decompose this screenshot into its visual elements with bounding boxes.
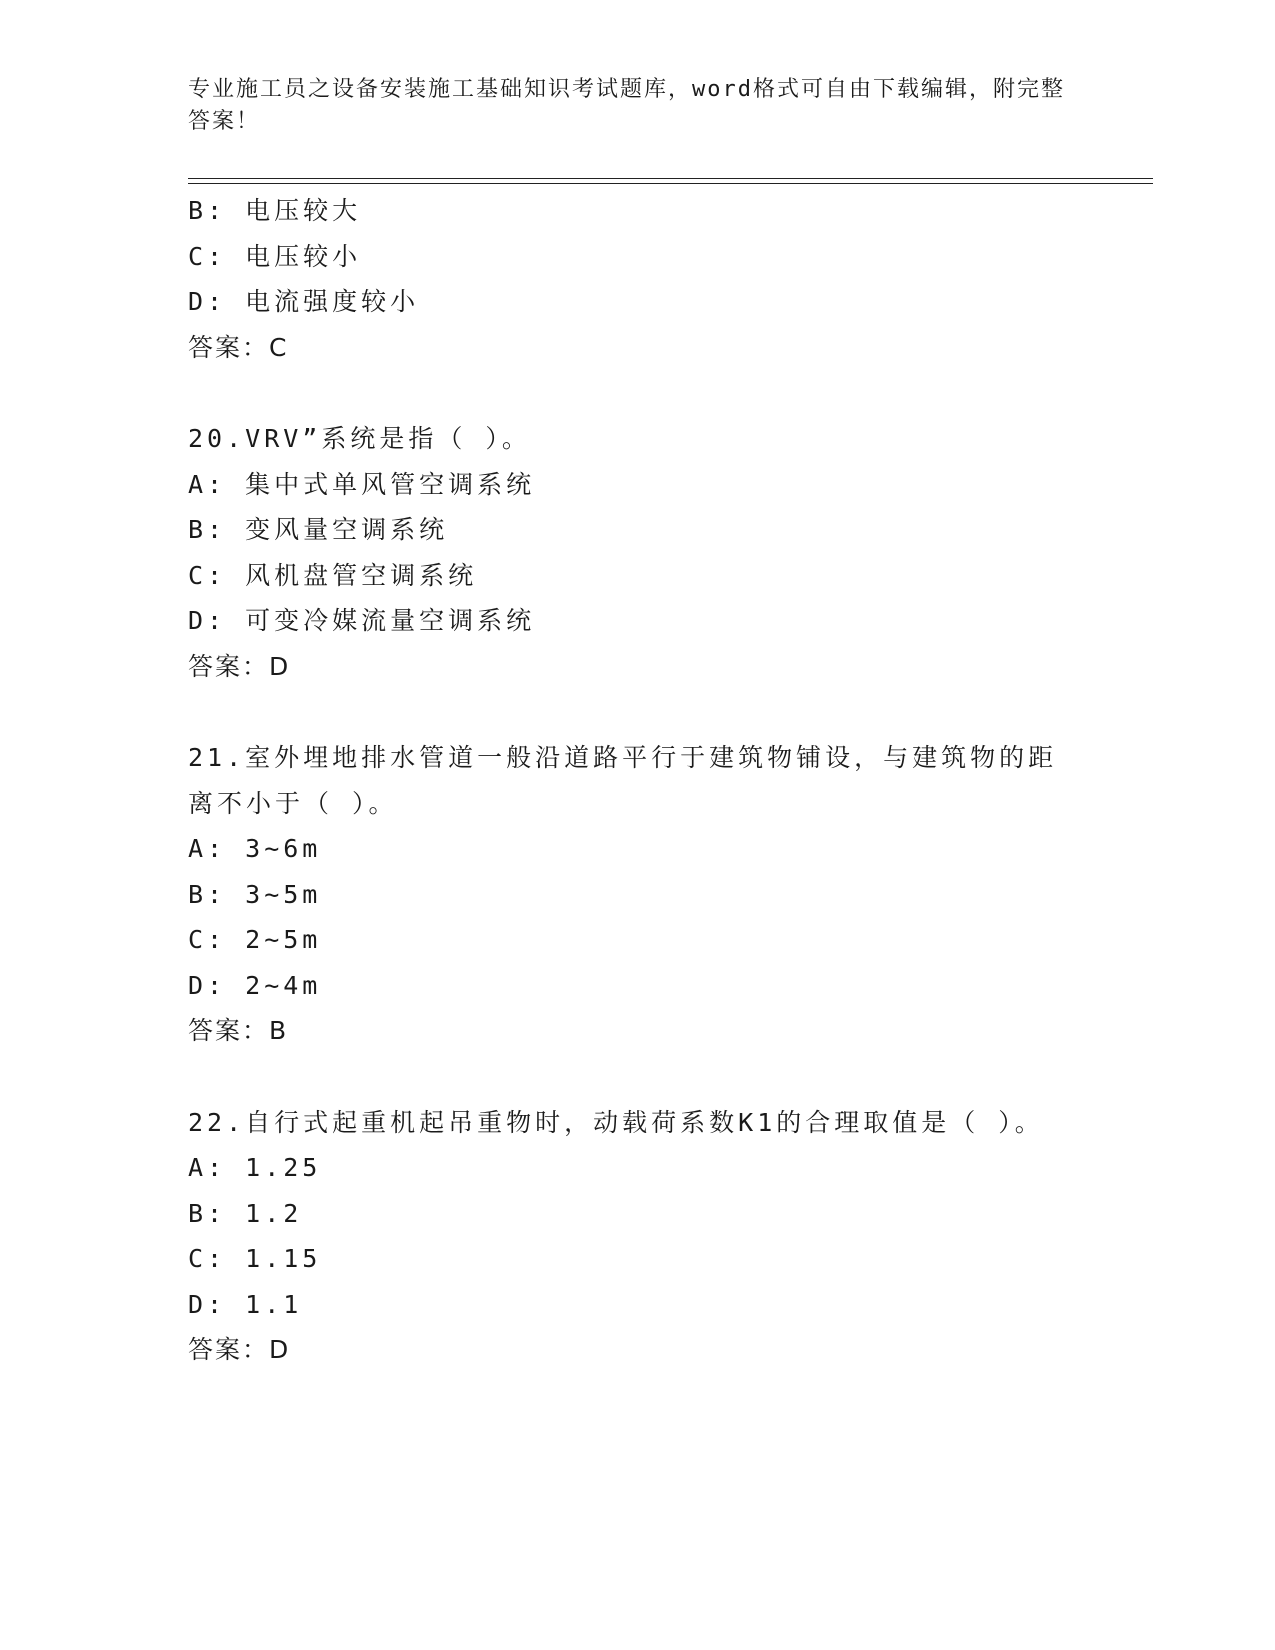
- question-text: 21.室外埋地排水管道一般沿道路平行于建筑物铺设，与建筑物的距离不小于（ ）。: [188, 743, 1058, 818]
- option-a: A: 3~6m: [188, 834, 322, 863]
- question-block-21: [188, 735, 1088, 1054]
- option-b: B: 电压较大: [188, 196, 362, 225]
- option-c: C: 1.15: [188, 1244, 322, 1273]
- option-a: A: 1.25: [188, 1153, 322, 1182]
- option-c: C: 风机盘管空调系统: [188, 560, 478, 590]
- option-b: B: 3~5m: [188, 879, 322, 909]
- answer-line: 答案：D: [188, 1335, 291, 1364]
- option-d: D: 电流强度较小: [188, 287, 420, 316]
- answer-line: 答案：B: [188, 1016, 289, 1045]
- question-block-19: [188, 188, 1088, 370]
- question-text: 22.自行式起重机起吊重物时，动载荷系数K1的合理取值是（ ）。: [188, 1107, 1044, 1137]
- question-block-22: [188, 1100, 1088, 1373]
- option-b: B: 1.2: [188, 1198, 303, 1228]
- option-d: D: 2~4m: [188, 970, 322, 1000]
- header-rule-top: [188, 178, 1153, 179]
- question-text: 20.VRV”系统是指（ ）。: [188, 424, 531, 453]
- spacer: [188, 1054, 1088, 1100]
- answer-line: 答案：C: [188, 332, 289, 362]
- option-d: D: 1.1: [188, 1289, 303, 1319]
- option-b: B: 变风量空调系统: [188, 515, 449, 544]
- option-c: C: 2~5m: [188, 925, 322, 954]
- spacer: [188, 370, 1088, 416]
- spacer: [188, 689, 1088, 735]
- document-body: [188, 188, 1088, 1373]
- option-d: D: 可变冷媒流量空调系统: [188, 606, 536, 635]
- question-block-20: [188, 416, 1088, 689]
- header-rule-bottom: [188, 183, 1153, 184]
- document-header: 专业施工员之设备安装施工基础知识考试题库，word格式可自由下载编辑，附完整答案！: [188, 77, 1065, 134]
- option-a: A: 集中式单风管空调系统: [188, 469, 536, 499]
- option-c: C: 电压较小: [188, 241, 362, 271]
- answer-line: 答案：D: [188, 651, 291, 681]
